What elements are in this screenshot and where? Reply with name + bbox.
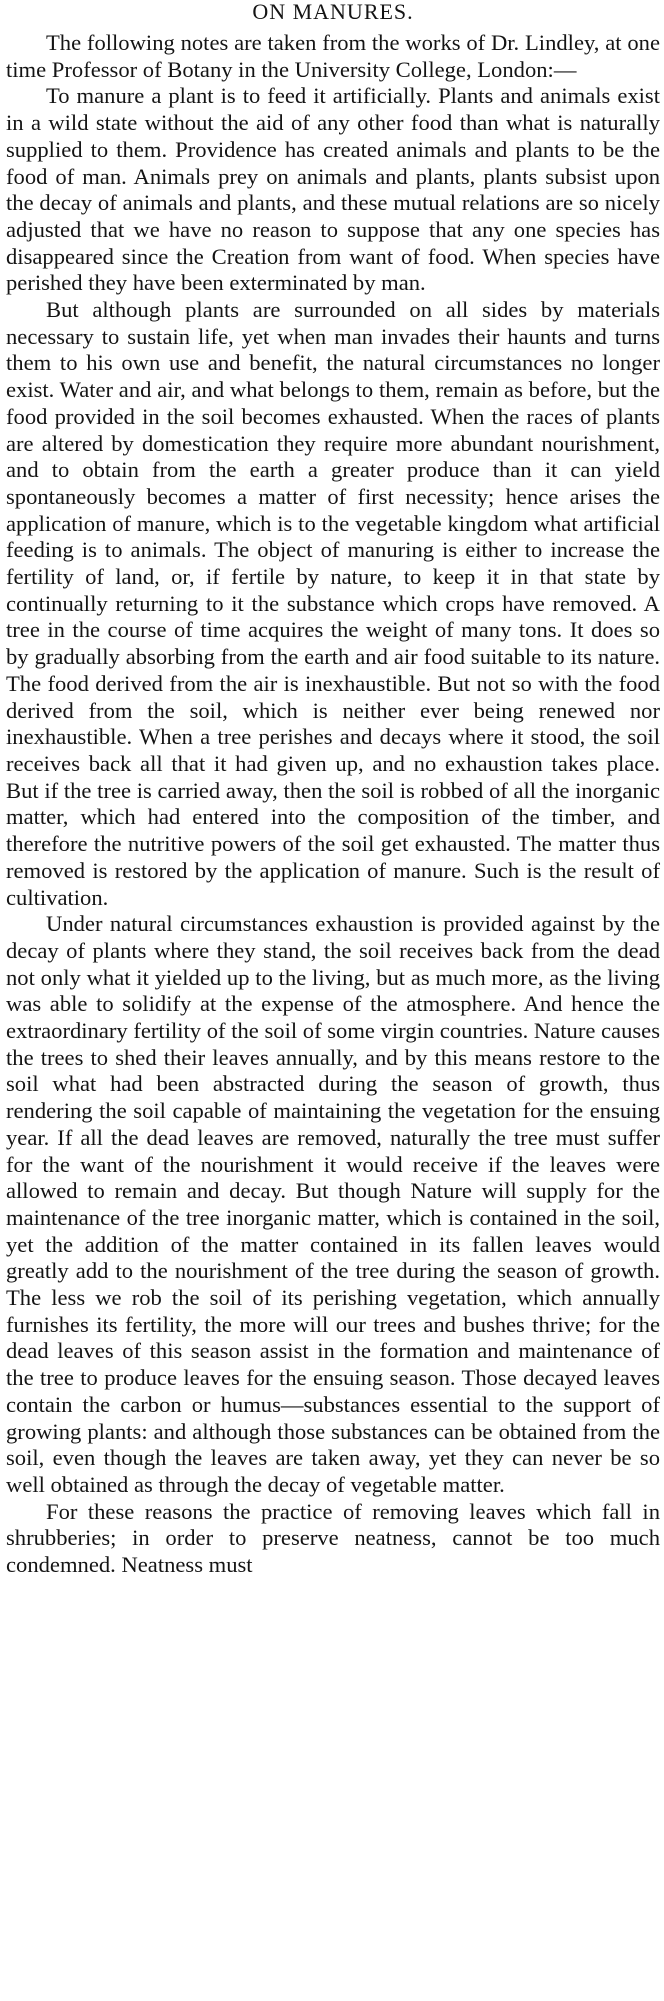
article-paragraph-natural-circumstances: Under natural circumstances exhaustion is provided against by the decay of plants where they stand, the soil receives back from the dead not only what it yielded up to the living, but as much more, as the living was able to solidify at the expense of the atmosphere. And hence the extraordinary fertility of the soil of some virgin countries. Nature causes the trees to shed their leaves annually, and by this means restore to the soil what had been abstracted during the season of growth, thus rendering the soil capable of maintaining the vegetation for the ensuing year. If all the dead leaves are removed, naturally the tree must suffer for the want of the nourishment it would receive if the leaves were allowed to remain and decay. But though Nature will supply for the maintenance of the tree inorganic matter, which is contained in the soil, yet the addition of the matter contained in its fallen leaves would greatly add to the nourishment of the tree during the season of growth. The less we rob the soil of its perishing vegetation, which annually furnishes its fertility, the more will our trees and bushes thrive; for the dead leaves of this season assist in the formation and maintenance of the tree to produce leaves for the ensuing season. Those decayed leaves contain the carbon or humus—substances essential to the support of growing plants: and although those substances can be obtained from the soil, even though the leaves are taken away, yet they can never be so well obtained as through the decay of vegetable matter. [6,911,660,1497]
article-paragraph-intro: The following notes are taken from the works of Dr. Lindley, at one time Professor of Botany in the University College, London:— [6,30,660,82]
article-paragraph-soil-exhaustion: But although plants are surrounded on all sides by materials necessary to sustain life, yet when man invades their haunts and turns them to his own use and benefit, the natural circumstances no longer exist. Water and air, and what belongs to them, remain as before, but the food provided in the soil becomes exhausted. When the races of plants are altered by domestication they require more abundant nourishment, and to obtain from the earth a greater produce than it can yield spontaneously becomes a matter of first necessity; hence arises the application of manure, which is to the vegetable kingdom what artificial feeding is to animals. The object of manuring is either to increase the fertility of land, or, if fertile by nature, to keep it in that state by continually returning to it the substance which crops have removed. A tree in the course of time acquires the weight of many tons. It does so by gradually absorbing from the earth and air food suitable to its nature. The food derived from the air is inexhaustible. But not so with the food derived from the soil, which is neither ever being renewed nor inexhaustible. When a tree perishes and decays where it stood, the soil receives back all that it had given up, and no exhaustion takes place. But if the tree is carried away, then the soil is robbed of all the inorganic matter, which had entered into the composition of the timber, and therefore the nutritive powers of the soil get exhausted. The matter thus removed is restored by the application of manure. Such is the result of cultivation. [6,297,660,910]
article-paragraph-manure-definition: To manure a plant is to feed it artificially. Plants and animals exist in a wild state without the aid of any other food than what is naturally supplied to them. Providence has created animals and plants to be the food of man. Animals prey on animals and plants, plants subsist upon the decay of animals and plants, and these mutual relations are so nicely adjusted that we have no reason to suppose that any one species has disappeared since the Creation from want of food. When species have perished they have been exterminated by man. [6,83,660,296]
article-paragraph-removing-leaves: For these reasons the practice of removing leaves which fall in shrubberies; in order to preserve neatness, cannot be too much condemned. Neatness must [6,1498,660,1578]
article-title: ON MANURES. [252,0,414,24]
